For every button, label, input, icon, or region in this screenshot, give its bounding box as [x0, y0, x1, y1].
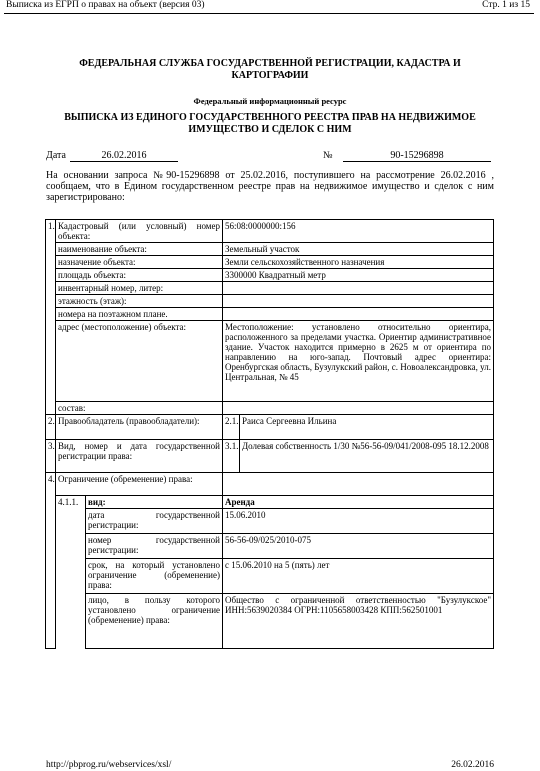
footer-url: http://pbprog.ru/webservices/xsl/ — [46, 760, 172, 770]
field-label: этажность (этаж): — [56, 295, 223, 308]
table-row — [46, 295, 494, 308]
field-label: Кадастровый (или условный) номер объекта: — [56, 220, 223, 243]
field-label: номер государственной регистрации: — [86, 534, 223, 559]
field-value: Раиса Сергеевна Ильина — [240, 415, 494, 440]
field-value: Земельный участок — [223, 243, 494, 256]
section-number: 3. — [46, 440, 56, 473]
extract-table — [45, 219, 494, 649]
section-number: 2. — [46, 415, 56, 440]
table-row — [46, 496, 494, 509]
number-value: 90-15296898 — [343, 150, 491, 162]
field-value — [223, 295, 494, 308]
table-row — [46, 559, 494, 594]
table-row — [46, 440, 494, 473]
field-label: срок, на который установлено ограничение (обременение) права: — [86, 559, 223, 594]
table-row — [46, 509, 494, 534]
table-row — [46, 534, 494, 559]
table-row — [46, 243, 494, 256]
section-number: 4. — [46, 473, 56, 649]
table-row — [46, 256, 494, 269]
field-label: площадь объекта: — [56, 269, 223, 282]
field-value: Местоположение: установлено относительно ориентира, расположенного за пределами участка. Ориентир административное здание. Участок находится примерно в 2625 м от ориентира по направлению на юго-запад. Почтовый адрес ориентира: Оренбургская область, Бузулукский район, с. Новоалександровка, ул. Центральная, № 45 — [223, 321, 494, 402]
agency-name: ФЕДЕРАЛЬНАЯ СЛУЖБА ГОСУДАРСТВЕННОЙ РЕГИСТРАЦИИ, КАДАСТРА И КАРТОГРАФИИ — [79, 58, 461, 81]
number-label: № — [323, 150, 333, 161]
table-row — [46, 282, 494, 295]
header-title: Выписка из ЕГРП о правах на объект (версия 03) — [6, 0, 205, 10]
field-value: 15.06.2010 — [223, 509, 494, 534]
table-row — [46, 220, 494, 243]
field-label: состав: — [56, 402, 223, 415]
page-header — [6, 0, 530, 12]
field-label: адрес (местоположение) объекта: — [56, 321, 223, 402]
field-value: Общество с ограниченной ответственностью "Бузулукское" ИНН:5639020384 ОГРН:1105658003428 КПП:562501001 — [223, 594, 494, 649]
field-value: с 15.06.2010 на 5 (пять) лет — [223, 559, 494, 594]
field-value: 56-56-09/025/2010-075 — [223, 534, 494, 559]
document-title: ВЫПИСКА ИЗ ЕДИНОГО ГОСУДАРСТВЕННОГО РЕЕСТРА ПРАВ НА НЕДВИЖИМОЕ ИМУЩЕСТВО И СДЕЛОК С НИМ — [64, 112, 476, 135]
section-number: 1. — [46, 220, 56, 415]
field-value: Земли сельскохозяйственного назначения — [223, 256, 494, 269]
field-label: инвентарный номер, литер: — [56, 282, 223, 295]
date-label: Дата — [46, 150, 66, 161]
field-value: Аренда — [223, 496, 494, 509]
intro-paragraph: На основании запроса №90-15296898 от 25.02.2016, поступившего на рассмотрение 26.02.2016 , сообщаем, что в Едином государственном реестре прав на недвижимое имущество и сделок с ним зарегистрировано: — [46, 170, 494, 203]
subitem-number: 2.1. — [223, 415, 240, 440]
table-row — [46, 308, 494, 321]
field-label: Вид, номер и дата государственной регистрации права: — [56, 440, 223, 473]
field-label: наименование объекта: — [56, 243, 223, 256]
table-row — [46, 594, 494, 649]
subitem-number: 3.1. — [223, 440, 240, 473]
field-value — [223, 282, 494, 295]
field-label: Правообладатель (правообладатели): — [56, 415, 223, 440]
footer-date: 26.02.2016 — [451, 760, 494, 770]
table-row — [46, 269, 494, 282]
page-footer — [46, 760, 494, 770]
field-label: назначение объекта: — [56, 256, 223, 269]
field-label: дата государственной регистрации: — [86, 509, 223, 534]
field-label: номера на поэтажном плане. — [56, 308, 223, 321]
field-value — [223, 402, 494, 415]
field-label: Ограничение (обременение) права: — [56, 473, 223, 496]
table-row — [46, 321, 494, 402]
table-row — [46, 402, 494, 415]
field-value — [223, 308, 494, 321]
resource-label: Федеральный информационный ресурс — [193, 96, 347, 106]
subitem-number: 4.1.1. — [58, 497, 79, 507]
field-label: вид: — [86, 496, 223, 509]
page-counter: Стр. 1 из 15 — [482, 0, 530, 10]
field-value — [223, 473, 494, 496]
field-value: Долевая собственность 1/30 №56-56-09/041/2008-095 18.12.2008 — [240, 440, 494, 473]
field-value: 56:08:0000000:156 — [223, 220, 494, 243]
header-divider — [4, 13, 534, 14]
date-value: 26.02.2016 — [70, 150, 178, 162]
field-label: лицо, в пользу которого установлено ограничение (обременение) права: — [86, 594, 223, 649]
field-value: 3300000 Квадратный метр — [223, 269, 494, 282]
date-number-line — [46, 150, 494, 162]
table-row — [46, 473, 494, 496]
table-row — [46, 415, 494, 440]
